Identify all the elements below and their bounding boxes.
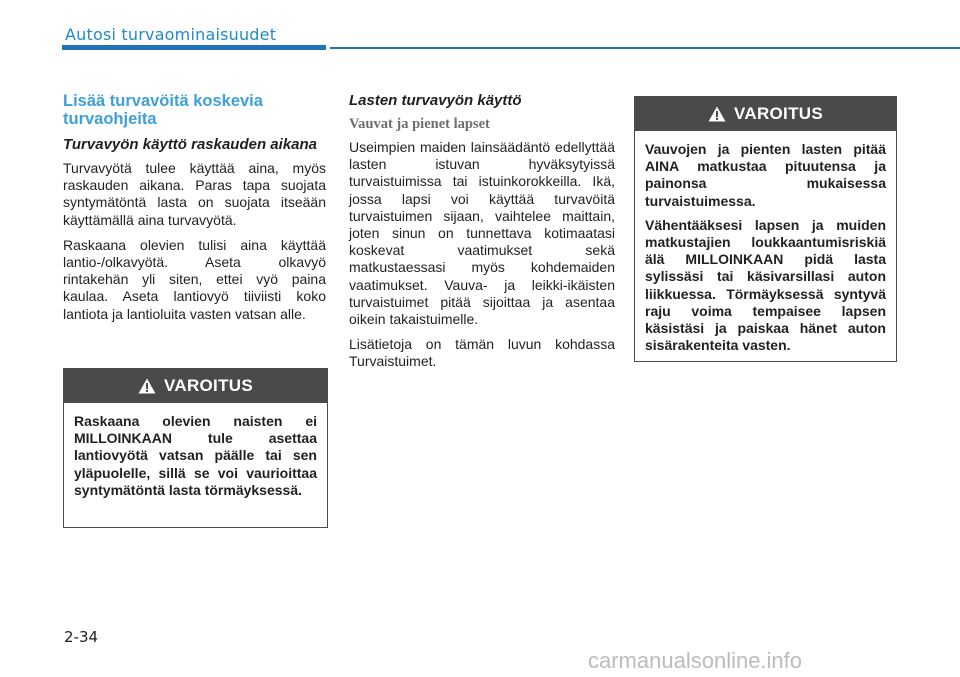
- warning-triangle-icon: [708, 106, 726, 122]
- warning-label: VAROITUS: [164, 376, 253, 395]
- warning-text: [635, 131, 896, 364]
- warning-triangle-icon: [138, 378, 156, 394]
- left-column: [63, 92, 326, 331]
- chapter-title: Autosi turvaominaisuudet: [65, 25, 277, 44]
- watermark: carmanualsonline.info: [588, 648, 803, 673]
- warning-box-children: [634, 96, 897, 362]
- header-rule-thick: [62, 45, 326, 50]
- pregnancy-paragraph-1: Turvavyötä tulee käyttää aina, myös raskauden aikana. Paras tapa suojata syntymätöntä lasta on suojata itseään käyttämällä aina turvavyötä.: [63, 160, 326, 228]
- pregnancy-paragraph-2: Raskaana olevien tulisi aina käyttää lantio-/olkavyötä. Aseta olkavyö rintakehän yli siten, ettei vyö paina kaulaa. Aseta lantiovyö tiiviisti koko lantiota ja lantioluita vasten vatsan alle.: [63, 236, 326, 322]
- warning-header: [64, 369, 327, 403]
- warning-box-pregnancy: [63, 368, 328, 528]
- infants-subtitle: Vauvat ja pienet lapset: [349, 116, 490, 132]
- warning-label: VAROITUS: [734, 104, 823, 123]
- page-number: 2-34: [64, 628, 99, 646]
- warning-paragraph: Raskaana olevien naisten ei MILLOINKAAN tule asettaa lantiovyötä vatsan päälle tai sen yläpuolelle, sillä se voi vaurioittaa syntymätöntä lasta törmäyksessä.: [74, 413, 317, 498]
- child-paragraph-1: Useimpien maiden lainsäädäntö edellyttää lasten istuvan hyväksytyissä turvaistuimissa tai istuinkorokkeilla. Ikä, jossa lapsi voi käyttää turvavöitä turvaistuimen sijaan, vaihtelee maittain, joten sinun on tunnettava kotimaatasi koskevat vaatimukset sekä matkustaessasi myös kohdemaiden vaatimukset. Vauva- ja leikki-ikäisten turvaistuimet pitää sijoittaa ja asentaa oikein takaistuimelle.: [349, 139, 615, 328]
- warning-paragraph-1: Vauvojen ja pienten lasten pitää AINA matkustaa pituutensa ja painonsa mukaisessa turvaistuimessa.: [645, 141, 886, 209]
- warning-paragraph-2: Vähentääksesi lapsen ja muiden matkustajien loukkaantumisriskiä älä MILLOINKAAN pidä lasta sylissäsi tai käsivarsillasi auton liikkuessa. Törmäyksessä syntyvä raju voima tempaisee lapsen käsistäsi ja paiskaa hänet auton sisärakenteita vasten.: [645, 216, 886, 354]
- warning-header: [635, 97, 896, 131]
- pregnancy-subtitle: Turvavyön käyttö raskauden aikana: [63, 136, 318, 153]
- header-rule-thin: [330, 47, 960, 49]
- child-paragraph-2: Lisätietoja on tämän luvun kohdassa Turvaistuimet.: [349, 336, 615, 370]
- child-seatbelt-subtitle: Lasten turvavyön käyttö: [349, 92, 522, 109]
- middle-column: [349, 92, 615, 379]
- warning-text: [64, 403, 327, 509]
- section-title: Lisää turvavöitä koskevia turvaohjeita: [63, 92, 263, 128]
